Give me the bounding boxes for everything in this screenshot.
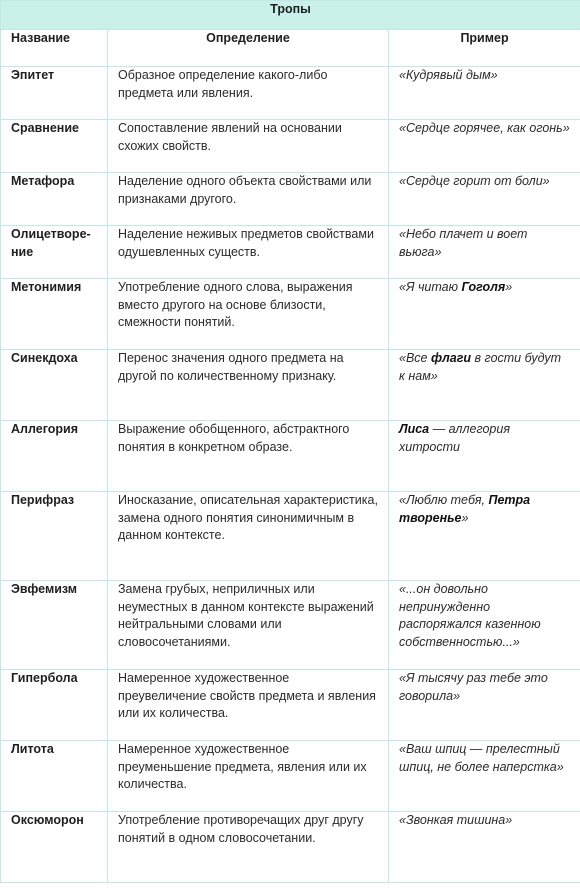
trope-example: «Звонкая тишина» [389, 812, 580, 883]
trope-name: Эпитет [1, 67, 108, 120]
trope-example [389, 350, 580, 421]
header-example: Пример [389, 30, 580, 67]
table-title: Тропы [1, 1, 580, 30]
table-row [1, 670, 580, 741]
trope-name: Метафора [1, 173, 108, 226]
trope-definition: Замена грубых, неприличных или неуместных в данном контексте выражений нейтральными словами или словосочетаниями. [108, 581, 389, 670]
table-row [1, 421, 580, 492]
table-row [1, 173, 580, 226]
example-text: «Люблю тебя, [399, 493, 489, 507]
example-text: «Я читаю [399, 280, 462, 294]
trope-name: Гипербола [1, 670, 108, 741]
trope-example [389, 279, 580, 350]
example-text: в гости будут к нам» [399, 351, 562, 383]
table-row [1, 67, 580, 120]
table-row [1, 812, 580, 883]
trope-name: Сравнение [1, 120, 108, 173]
table-row [1, 279, 580, 350]
trope-example: «Сердце горит от боли» [389, 173, 580, 226]
trope-name: Оксюморон [1, 812, 108, 883]
table-row [1, 581, 580, 670]
trope-example: «Ваш шпиц — прелестный шпиц, не более наперстка» [389, 741, 580, 812]
example-text: — аллегория хитрости [399, 422, 511, 454]
trope-example: «Небо плачет и воет вьюга» [389, 226, 580, 279]
trope-name: Литота [1, 741, 108, 812]
example-emphasis: Гоголя [461, 280, 506, 294]
example-text: «Все [399, 351, 431, 365]
trope-example [389, 492, 580, 581]
trope-name: Эвфемизм [1, 581, 108, 670]
trope-definition: Иносказание, описательная характеристика, замена одного понятия синонимичным в данном контексте. [108, 492, 389, 581]
trope-example [389, 421, 580, 492]
trope-example: «Сердце горячее, как огонь» [389, 120, 580, 173]
example-emphasis: флаги [430, 351, 472, 365]
trope-definition: Сопоставление явлений на основании схожих свойств. [108, 120, 389, 173]
table-row [1, 226, 580, 279]
trope-definition: Образное определение какого-либо предмета или явления. [108, 67, 389, 120]
example-text: » [461, 510, 469, 525]
trope-definition: Выражение обобщенного, абстрактного понятия в конкретном образе. [108, 421, 389, 492]
trope-name: Метонимия [1, 279, 108, 350]
header-name: Название [1, 30, 108, 67]
table-row [1, 492, 580, 581]
table-row [1, 120, 580, 173]
header-definition: Определение [108, 30, 389, 67]
trope-definition: Наделение одного объекта свойствами или признаками другого. [108, 173, 389, 226]
trope-example: «Я тысячу раз тебе это говорила» [389, 670, 580, 741]
trope-name: Синекдоха [1, 350, 108, 421]
trope-name: Перифраз [1, 492, 108, 581]
trope-example: «...он довольно непринужденно распоряжался казенною собственностью...» [389, 581, 580, 670]
example-emphasis: Петра творенье [399, 493, 531, 525]
table-row [1, 350, 580, 421]
trope-definition: Употребление одного слова, выражения вместо другого на основе близости, смежности понятий. [108, 279, 389, 350]
trope-name: Аллегория [1, 421, 108, 492]
trope-name: Олицетворе-ние [1, 226, 108, 279]
trope-definition: Наделение неживых предметов свойствами одушевленных существ. [108, 226, 389, 279]
table-title-row [1, 1, 580, 30]
table-header-row [1, 30, 580, 67]
trope-example: «Кудрявый дым» [389, 67, 580, 120]
example-emphasis: Лиса [399, 422, 430, 436]
trope-definition: Употребление противоречащих друг другу понятий в одном словосочетании. [108, 812, 389, 883]
trope-definition: Перенос значения одного предмета на другой по количественному признаку. [108, 350, 389, 421]
table-row [1, 741, 580, 812]
example-text: » [505, 280, 513, 294]
trope-definition: Намеренное художественное преувеличение свойств предмета и явления или их количества. [108, 670, 389, 741]
trope-definition: Намеренное художественное преуменьшение предмета, явления или их количества. [108, 741, 389, 812]
